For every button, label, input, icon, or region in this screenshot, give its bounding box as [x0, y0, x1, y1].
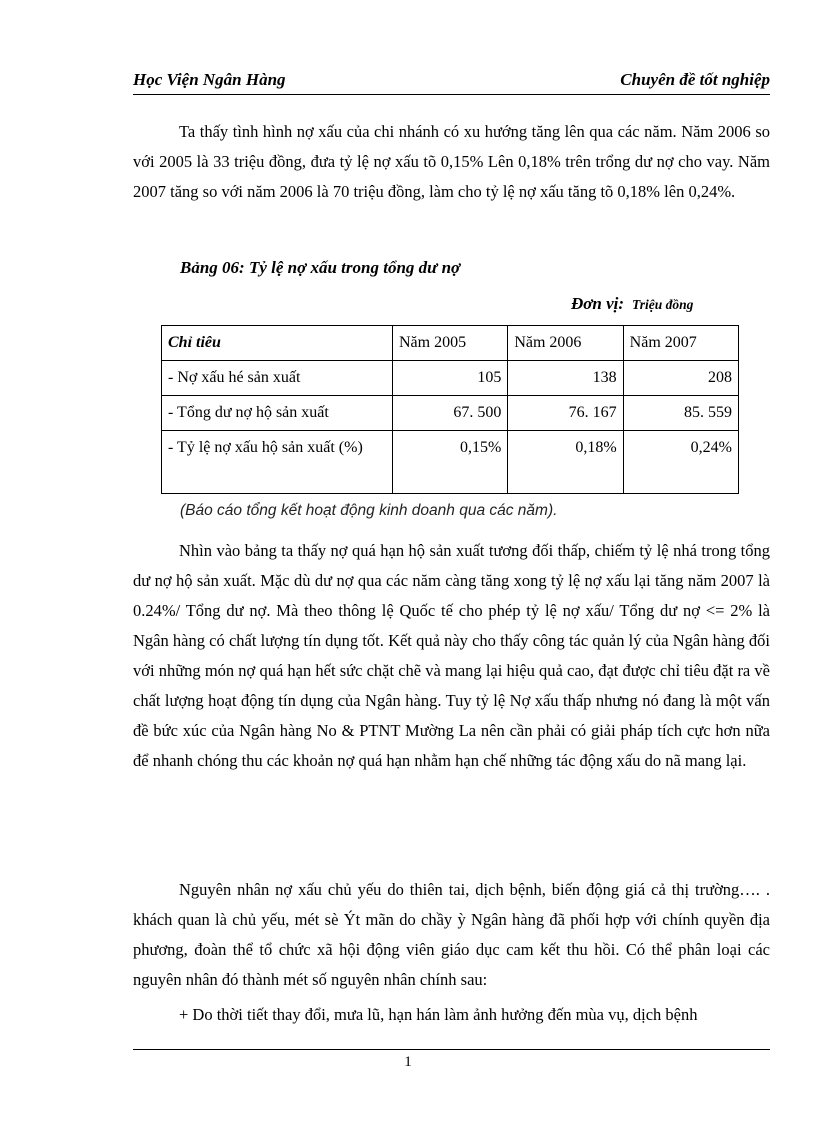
table-header-year-2006: Năm 2006 [508, 326, 623, 361]
cell-value: 0,24% [623, 431, 738, 494]
paragraph-analysis: Nhìn vào bảng ta thấy nợ quá hạn hộ sản xuất tương đối thấp, chiếm tỷ lệ nhá trong tổng dư nợ hộ sản xuất. Mặc dù dư nợ qua các năm càng tăng xong tỷ lệ nợ xấu lại tăng năm 2007 là 0.24%/ Tổng dư nợ. Mà theo thông lệ Quốc tế cho phép tỷ lệ nợ xấu/ Tổng dư nợ <= 2% là Ngân hàng có chất lượng tín dụng tốt. Kết quả này cho thấy công tác quản lý của Ngân hàng đối với những món nợ quá hạn hết sức chặt chẽ và mang lại hiệu quả cao, đạt được chỉ tiêu đặt ra về chất lượng hoạt động tín dụng của Ngân hàng. Tuy tỷ lệ Nợ xấu thấp nhưng nó đang là một vấn đề bức xúc của Ngân hàng No & PTNT Mường La nên cần phải có giải pháp tích cực hơn nữa để nhanh chóng thu các khoản nợ quá hạn nhằm hạn chế những tác động xấu do nã mang lại. [133, 541, 770, 770]
row-label-bad-debt: - Nợ xấu hé sản xuất [162, 361, 393, 396]
page-header [133, 66, 770, 95]
header-institution: Học Viện Ngân Hàng [133, 70, 286, 89]
unit-note [571, 294, 693, 314]
unit-value: Triệu đồng [632, 297, 694, 312]
cell-value: 0,18% [508, 431, 623, 494]
table-row [162, 396, 739, 431]
bad-debt-ratio-table [161, 325, 739, 494]
table-caption: Bảng 06: Tỷ lệ nợ xấu trong tổng dư nợ [180, 258, 461, 277]
cell-value: 67. 500 [393, 396, 508, 431]
header-document-type: Chuyên đề tốt nghiệp [620, 70, 770, 89]
table-header-year-2007: Năm 2007 [623, 326, 738, 361]
paragraph-weather-cause: + Do thời tiết thay đổi, mưa lũ, hạn hán làm ảnh hưởng đến mùa vụ, dịch bệnh [179, 1005, 698, 1024]
table-row [162, 361, 739, 396]
table-header-year-2005: Năm 2005 [393, 326, 508, 361]
table-header-indicator: Chỉ tiêu [162, 326, 393, 361]
paragraph-bad-debt-trend: Ta thấy tình hình nợ xấu của chi nhánh có xu hướng tăng lên qua các năm. Năm 2006 so với 2005 là 33 triệu đồng, đưa tỷ lệ nợ xấu tõ 0,15% Lên 0,18% trên trổng dư nợ cho vay. Năm 2007 tăng so với năm 2006 là 70 triệu đồng, làm cho tỷ lệ nợ xấu tăng tõ 0,18% lên 0,24%. [133, 122, 770, 201]
paragraph-causes: Nguyên nhân nợ xấu chủ yếu do thiên tai, dịch bệnh, biến động giá cả thị trường…. . khách quan là chủ yếu, mét sè Ýt mãn do chầy ỳ Ngân hàng đã phối hợp với chính quyền địa phương, đoàn thể tổ chức xã hội động viên giáo dục cam kết thu hồi. Có thể phân loại các nguyên nhân đó thành mét số nguyên nhân chính sau: [133, 880, 770, 989]
cell-value: 208 [623, 361, 738, 396]
row-label-bad-debt-ratio: - Tỷ lệ nợ xấu hộ sản xuất (%) [162, 431, 393, 494]
cell-value: 138 [508, 361, 623, 396]
row-label-total-debt: - Tổng dư nợ hộ sản xuất [162, 396, 393, 431]
table-source-note: (Báo cáo tổng kết hoạt động kinh doanh qua các năm). [180, 502, 558, 519]
footer-divider [133, 1049, 770, 1050]
table-row [162, 431, 739, 494]
cell-value: 0,15% [393, 431, 508, 494]
cell-value: 105 [393, 361, 508, 396]
table-header-row [162, 326, 739, 361]
cell-value: 76. 167 [508, 396, 623, 431]
page-number: 1 [404, 1054, 412, 1070]
unit-label: Đơn vị: [571, 294, 625, 313]
cell-value: 85. 559 [623, 396, 738, 431]
